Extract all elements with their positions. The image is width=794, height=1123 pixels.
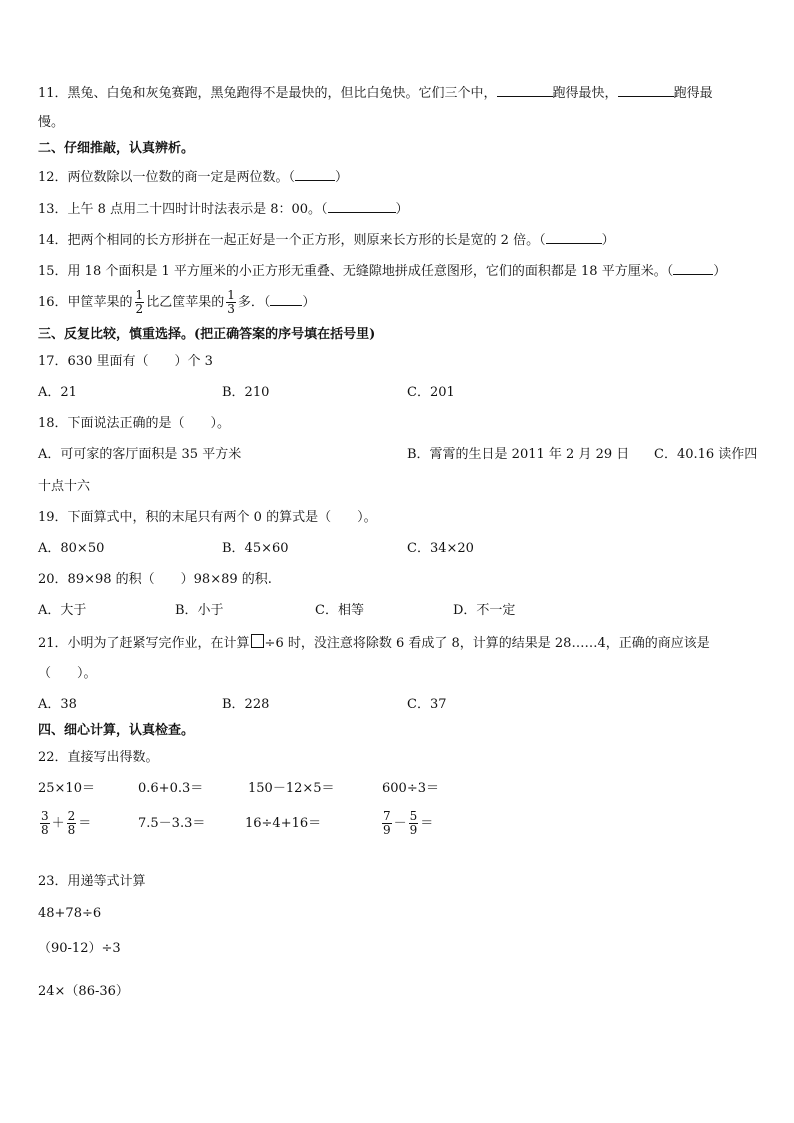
q19: 19．下面算式中，积的末尾只有两个 0 的算式是（ ）。 (38, 510, 377, 525)
blank-square-icon (251, 634, 264, 648)
q23-expression: 48+78÷6 (38, 906, 102, 921)
q17-option-b[interactable]: B．210 (222, 385, 270, 400)
q20-option-a[interactable]: A．大于 (38, 603, 87, 618)
q19-option-c[interactable]: C．34×20 (407, 541, 474, 556)
q17-option-a[interactable]: A．21 (38, 385, 77, 400)
q11-line1: 11．黑兔、白兔和灰兔赛跑，黑兔跑得不是最快的，但比白兔快。它们三个中， 跑得最快， 跑得最 (38, 82, 713, 103)
q21-line1: 21．小明为了赶紧写完作业，在计算 ÷6 时，没注意将除数 6 看成了 8，计算的结果是 28……4，正确的商应该是 (38, 636, 710, 651)
q23: 23．用递等式计算 (38, 874, 146, 889)
answer-blank[interactable] (673, 260, 713, 275)
q20-option-b[interactable]: B．小于 (175, 603, 224, 618)
q22-item: 600÷3＝ (382, 781, 439, 796)
q18-option-b[interactable]: B．霄霄的生日是 2011 年 2 月 29 日 (407, 447, 630, 462)
q12: 12．两位数除以一位数的商一定是两位数。（ ） (38, 166, 348, 187)
q22-item: 0.6+0.3＝ (138, 781, 204, 796)
fraction: $\frac{1}{3}$ (227, 288, 235, 316)
q19-option-b[interactable]: B．45×60 (222, 541, 289, 556)
q16: 16．甲筐苹果的 $\frac{1}{2}$ 比乙筐苹果的 $\frac{1}{3}$ 多．（ ） (38, 288, 316, 316)
fraction: $\frac{2}{8}$ (67, 809, 76, 837)
answer-blank[interactable] (270, 291, 302, 306)
answer-blank[interactable] (618, 82, 674, 97)
q13: 13．上午 8 点用二十四时计时法表示是 8：00。（ ） (38, 198, 409, 219)
answer-blank[interactable] (546, 229, 602, 244)
q23-expression: （90-12）÷3 (38, 941, 121, 956)
q18-option-c[interactable]: C．40.16 读作四 (654, 447, 758, 462)
q20: 20．89×98 的积（ ）98×89 的积. (38, 572, 272, 587)
q15: 15．用 18 个面积是 1 平方厘米的小正方形无重叠、无缝隙地拼成任意图形，它们的面积都是 18 平方厘米。（ ） (38, 260, 726, 281)
q21-option-b[interactable]: B．228 (222, 697, 270, 712)
q18: 18．下面说法正确的是（ ）。 (38, 416, 231, 431)
answer-blank[interactable] (295, 166, 335, 181)
q22-item: 25×10＝ (38, 781, 95, 796)
q22-item: 16÷4+16＝ (245, 816, 322, 831)
q19-option-a[interactable]: A．80×50 (38, 541, 105, 556)
q22-item-fraction-sum: $\frac{3}{8}$ ＋ $\frac{2}{8}$ ＝ (41, 809, 92, 837)
q21-option-c[interactable]: C．37 (407, 697, 447, 712)
q20-option-c[interactable]: C．相等 (315, 603, 364, 618)
q18-option-c-cont: 十点十六 (38, 479, 91, 494)
section-4-heading: 四、细心计算，认真检查。 (38, 723, 195, 738)
q22-item-fraction-diff: $\frac{7}{9}$ － $\frac{5}{9}$ ＝ (383, 809, 434, 837)
section-3-heading: 三、反复比较，慎重选择。(把正确答案的序号填在括号里) (38, 327, 376, 342)
q21-line2: （ ）。 (38, 666, 97, 681)
q21-option-a[interactable]: A．38 (38, 697, 77, 712)
q22: 22．直接写出得数。 (38, 750, 159, 765)
answer-blank[interactable] (497, 82, 553, 97)
q17-option-c[interactable]: C．201 (407, 385, 455, 400)
answer-blank[interactable] (328, 198, 396, 213)
q22-item: 150－12×5＝ (248, 781, 335, 796)
q20-option-d[interactable]: D．不一定 (453, 603, 516, 618)
q11-line2: 慢。 (38, 115, 65, 130)
section-2-heading: 二、仔细推敲，认真辨析。 (38, 141, 195, 156)
q17: 17．630 里面有（ ）个 3 (38, 354, 213, 369)
q18-option-a[interactable]: A．可可家的客厅面积是 35 平方米 (38, 447, 242, 462)
q22-item: 7.5－3.3＝ (138, 816, 206, 831)
fraction: $\frac{5}{9}$ (409, 809, 418, 837)
fraction: $\frac{3}{8}$ (41, 809, 49, 837)
q23-expression: 24×（86-36） (38, 984, 129, 999)
fraction: $\frac{7}{9}$ (383, 809, 391, 837)
fraction: $\frac{1}{2}$ (135, 288, 144, 316)
q14: 14．把两个相同的长方形拼在一起正好是一个正方形，则原来长方形的长是宽的 2 倍。（ ） (38, 229, 615, 250)
